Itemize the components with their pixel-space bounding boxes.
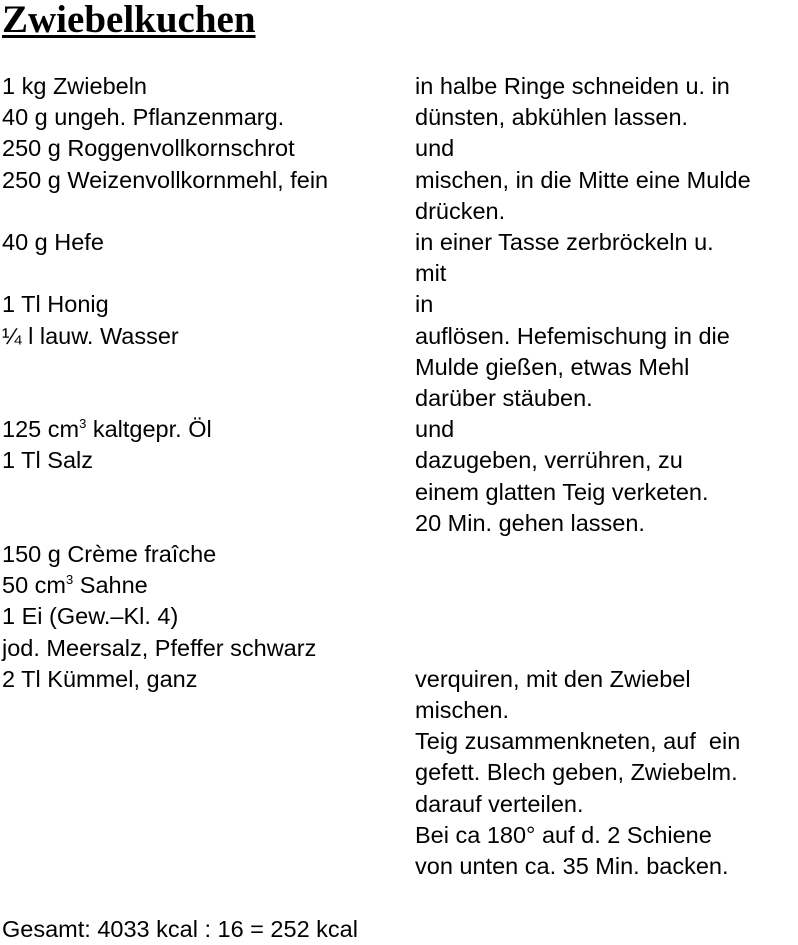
instruction-line: mit (415, 260, 447, 287)
instruction-line: von unten ca. 35 Min. backen. (415, 853, 729, 880)
recipe-row (2, 414, 798, 445)
instruction (415, 414, 798, 445)
instruction (415, 633, 798, 664)
ingredient: 1 Tl Honig (2, 291, 109, 318)
instruction (415, 289, 798, 320)
instruction-line: drücken. (415, 197, 506, 224)
superscript-three: 3 (79, 416, 87, 432)
instruction-line: gefett. Blech geben, Zwiebelm. (415, 759, 738, 786)
instruction (415, 71, 798, 102)
superscript-three: 3 (66, 572, 74, 588)
calorie-total: Gesamt: 4033 kcal : 16 = 252 kcal (2, 916, 358, 942)
recipe-title: Zwiebelkuchen (2, 0, 256, 41)
instruction-line: dünsten, abkühlen lassen. (415, 104, 689, 131)
ingredient: 40 g Hefe (2, 229, 104, 256)
ingredient: 150 g Crème fraîche (2, 541, 217, 568)
instruction (415, 570, 798, 601)
ingredient: 2 Tl Kümmel, ganz (2, 665, 198, 692)
instruction (415, 601, 798, 632)
instruction (415, 165, 798, 227)
recipe-row (2, 289, 798, 320)
instruction-line: mischen, in die Mitte eine Mulde (415, 166, 751, 193)
recipe-row (2, 133, 798, 164)
instruction-line: einem glatten Teig verketen. (415, 478, 709, 505)
ingredient: 1 kg Zwiebeln (2, 73, 147, 99)
ingredient: 250 g Weizenvollkornmehl, fein (2, 166, 329, 193)
recipe-row (2, 570, 798, 601)
instruction (415, 321, 798, 415)
instruction-line: darauf verteilen. (415, 790, 584, 817)
instruction-line: und (415, 416, 455, 443)
instruction-line: verquiren, mit den Zwiebel (415, 665, 691, 692)
recipe-body (2, 71, 798, 882)
instruction-line: Teig zusammenkneten, auf ein (415, 728, 741, 755)
recipe-row (2, 664, 798, 882)
ingredient: jod. Meersalz, Pfeffer schwarz (2, 634, 317, 661)
ingredient: 40 g ungeh. Pflanzenmarg. (2, 104, 285, 131)
instruction (415, 102, 798, 133)
recipe-row (2, 445, 798, 539)
recipe-row (2, 321, 798, 415)
instruction-line: in (415, 291, 434, 318)
instruction-line: Bei ca 180° auf d. 2 Schiene (415, 821, 712, 848)
recipe-row (2, 227, 798, 289)
instruction (415, 539, 798, 570)
ingredient: ¼ l lauw. Wasser (2, 322, 179, 349)
instruction-line: und (415, 135, 455, 162)
recipe-row (2, 165, 798, 227)
instruction-line: dazugeben, verrühren, zu (415, 447, 683, 474)
instruction-line: 20 Min. gehen lassen. (415, 509, 645, 536)
instruction-line: darüber stäuben. (415, 385, 593, 412)
recipe-row (2, 633, 798, 664)
ingredient: 250 g Roggenvollkornschrot (2, 135, 295, 162)
ingredient: 1 Tl Salz (2, 447, 93, 474)
recipe-row (2, 539, 798, 570)
ingredient: 125 $cm^3$ kaltgepr. Öl (2, 416, 212, 443)
instruction-line: in einer Tasse zerbröckeln u. (415, 229, 714, 256)
instruction-line: mischen. (415, 697, 510, 724)
instruction (415, 227, 798, 289)
recipe-row (2, 71, 798, 102)
instruction-line: auflösen. Hefemischung in die (415, 322, 730, 349)
instruction (415, 133, 798, 164)
instruction (415, 445, 798, 539)
instruction-line: Mulde gießen, etwas Mehl (415, 353, 690, 380)
recipe-row (2, 601, 798, 632)
instruction-line: in halbe Ringe schneiden u. in (415, 73, 730, 99)
recipe-row (2, 102, 798, 133)
ingredient: 1 Ei (Gew.–Kl. 4) (2, 603, 179, 630)
ingredient: 50 $cm^3$ Sahne (2, 572, 148, 599)
instruction (415, 664, 798, 882)
